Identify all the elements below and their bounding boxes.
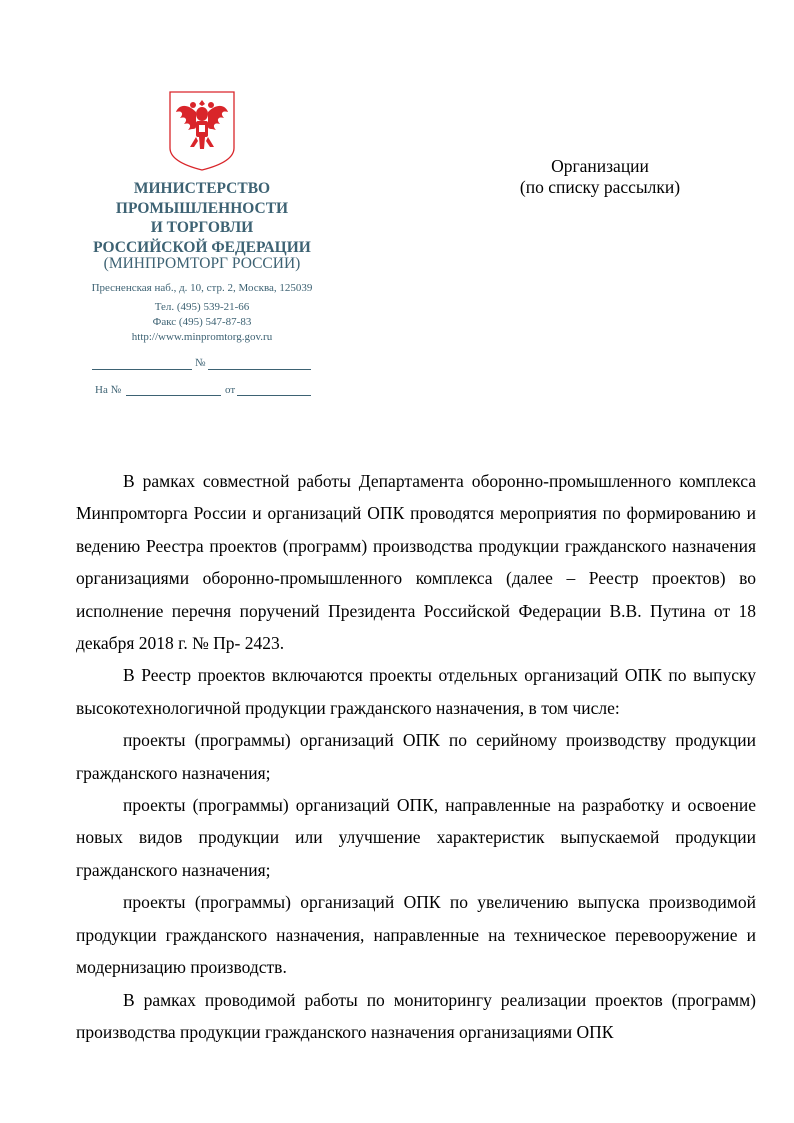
website: http://www.minpromtorg.gov.ru [131,331,273,343]
ref-number-line [126,395,221,396]
ministry-line: МИНИСТЕРСТВО [133,180,271,197]
number-sign: № [195,357,206,369]
recipient-block [500,156,700,198]
phone: Тел. (495) 539-21-66 [154,301,250,313]
coat-of-arms-emblem [168,90,236,172]
recipient-note: (по списку рассылки) [519,177,681,197]
ministry-name [70,179,334,257]
number-field-line [208,369,311,370]
ref-date-line [237,395,311,396]
body-paragraph: В Реестр проектов включаются проекты отдельных организаций ОПК по выпуску высокотехнологичной продукции гражданского назначения, в том числе: [76,665,756,718]
letter-body [76,465,756,1048]
body-paragraph: проекты (программы) организаций ОПК, направленные на разработку и освоение новых видов продукции или улучшение характеристик выпускаемой продукции гражданского назначения; [76,795,756,880]
ministry-line: РОССИЙСКОЙ ФЕДЕРАЦИИ [93,238,311,256]
ministry-line: И ТОРГОВЛИ [150,219,254,236]
address: Пресненская наб., д. 10, стр. 2, Москва, 125039 [91,282,313,294]
body-paragraph: проекты (программы) организаций ОПК по увеличению выпуска производимой продукции гражданского назначения, направленные на техническое перевооружение и модернизацию производств. [76,892,756,978]
ministry-line: ПРОМЫШЛЕННОСТИ [115,199,289,217]
body-paragraph: В рамках проводимой работы по мониторингу реализации проектов (программ) производства продукции гражданского назначения организациями ОПК [76,989,756,1042]
recipient-name: Организации [551,156,649,176]
body-paragraph: проекты (программы) организаций ОПК по серийному производству продукции гражданского назначения; [76,730,756,783]
date-field-line [92,369,192,370]
fax: Факс (495) 547-87-83 [152,316,252,328]
ref-label: На № [95,384,122,396]
from-label: от [225,384,236,396]
body-paragraph: В рамках совместной работы Департамента оборонно-промышленного комплекса Минпромторга России и организаций ОПК проводятся мероприятия по формированию и ведению Реестра проектов (программ) производства продукции гражданского назначения организациями оборонно-промышленного комплекса (далее – Реестр проектов) во исполнение перечня поручений Президента Российской Федерации В.В. Путина от 18 декабря 2018 г. № Пр- 2423. [76,471,756,654]
ministry-short-name: (МИНПРОМТОРГ РОССИИ) [103,255,301,272]
